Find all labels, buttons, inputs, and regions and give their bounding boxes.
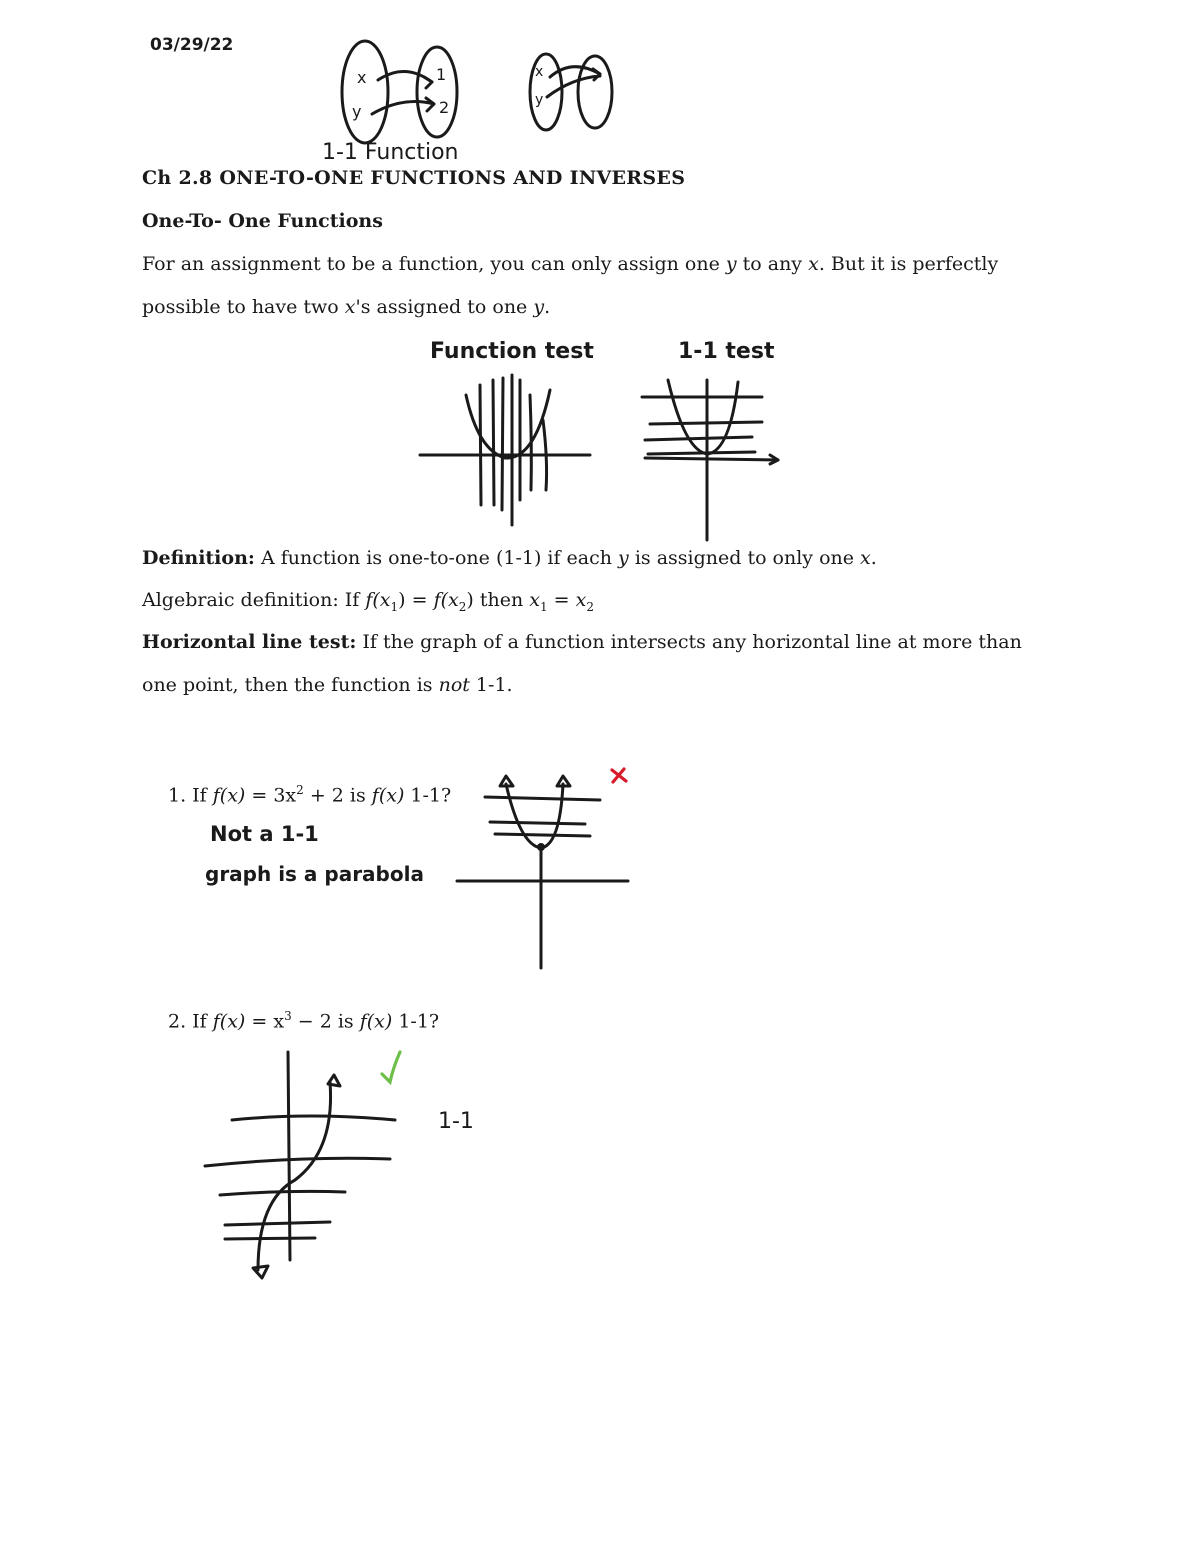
map2-left-x: x [535,64,544,80]
map1-left-y: y [352,102,362,121]
map1-right-1: 1 [436,65,447,84]
diagram-label: 1-1 Function [322,140,459,165]
paragraph-line-1: For an assignment to be a function, you can only assign one y to any x. But it is perfectly [142,253,999,275]
algebraic-definition: Algebraic definition: If $f(x_1) = f(x_2)$ then $x_1 = x_2$ [142,589,594,614]
question-1: 1. If $f(x) = 3x^2 + 2$ is f(x) 1-1? [168,783,452,807]
date-note: 03/29/22 [150,35,234,55]
function-test-graph [420,375,590,525]
green-check-mark [382,1052,400,1082]
horizontal-line-test-line-2: one point, then the function is not 1-1. [142,674,513,696]
map1-left-x: x [357,68,367,87]
function-test-label: Function test [430,339,594,364]
definition: Definition: A function is one-to-one (1-1) if each y is assigned to only one x. [142,547,877,569]
one-one-test-label: 1-1 test [678,339,775,364]
q1-answer-line2: graph is a parabola [205,862,424,886]
paragraph-line-2: possible to have two x's assigned to one y. [142,296,551,318]
page-title: Ch 2.8 ONE-TO-ONE FUNCTIONS AND INVERSES [142,167,686,189]
red-x-mark [612,769,626,782]
question-2: 2. If $f(x) = x^3 - 2$ is f(x) 1-1? [168,1009,440,1033]
q1-parabola-graph [457,776,628,968]
horizontal-line-test: Horizontal line test: If the graph of a function intersects any horizontal line at more than [142,631,1022,653]
section-heading: One-To- One Functions [142,210,383,232]
q2-cubic-graph [205,1052,395,1278]
q2-answer: 1-1 [438,1109,474,1134]
map2-left-y: y [535,92,544,108]
map1-right-2: 2 [439,98,450,117]
one-one-test-graph [642,380,778,540]
q1-answer-line1: Not a 1-1 [210,822,319,846]
mapping-diagram-1 [342,41,457,143]
